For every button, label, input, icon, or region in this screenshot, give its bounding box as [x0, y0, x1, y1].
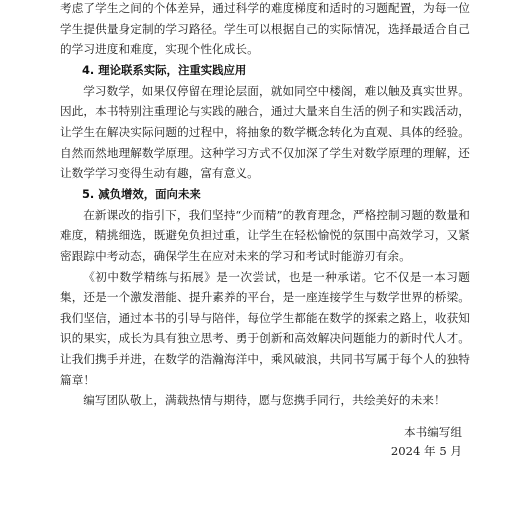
intro-paragraph-continued: 考虑了学生之间的个体差异，通过科学的难度梯度和适时的习题配置，为每一位学生提供量身定制的学习路径。学生可以根据自己的实际情况，选择最适合自己的学习进度和难度，实现个性化成长。: [60, 1, 470, 57]
wishes-paragraph: 编写团队敬上，满载热情与期待，愿与您携手同行，共绘美好的未来！: [83, 393, 446, 408]
section-5-paragraph: 在新课改的指引下，我们坚持“少而精”的教育理念，严格控制习题的数量和难度，精挑细选，既避免负担过重，让学生在轻松愉悦的氛围中高效学习，又紧密跟踪中考动态，确保学生在应对未来的学习和考试时能游刃有余。: [60, 207, 470, 263]
closing-paragraph: 《初中数学精练与拓展》是一次尝试，也是一种承诺。它不仅是一本习题集，还是一个激发潜能、提升素养的平台，是一座连接学生与数学世界的桥梁。我们坚信，通过本书的引导与陪伴，每位学生都能在数学的探索之路上，收获知识的果实，成长为具有独立思考、勇于创新和高效解决问题能力的新时代人才。让我们携手并进，在数学的浩瀚海洋中，乘风破浪，共同书写属于每个人的独特篇章！: [60, 269, 470, 387]
signature-author: 本书编写组: [404, 424, 462, 439]
section-4-heading: 4. 理论联系实际，注重实践应用: [82, 62, 247, 77]
section-4-paragraph: 学习数学，如果仅停留在理论层面，就如同空中楼阁，难以触及真实世界。因此，本书特别注重理论与实践的融合，通过大量来自生活的例子和实践活动，让学生在解决实际问题的过程中，将抽象的数学概念转化为直观、具体的经验。自然而然地理解数学原理。这种学习方式不仅加深了学生对数学原理的理解，还让数学学习变得生动有趣，富有意义。: [60, 83, 470, 181]
signature-block: [60, 423, 470, 461]
signature-date: 2024 年 5 月: [390, 443, 462, 458]
document-body: [60, 0, 470, 461]
section-5-heading: 5. 减负增效，面向未来: [82, 186, 201, 201]
